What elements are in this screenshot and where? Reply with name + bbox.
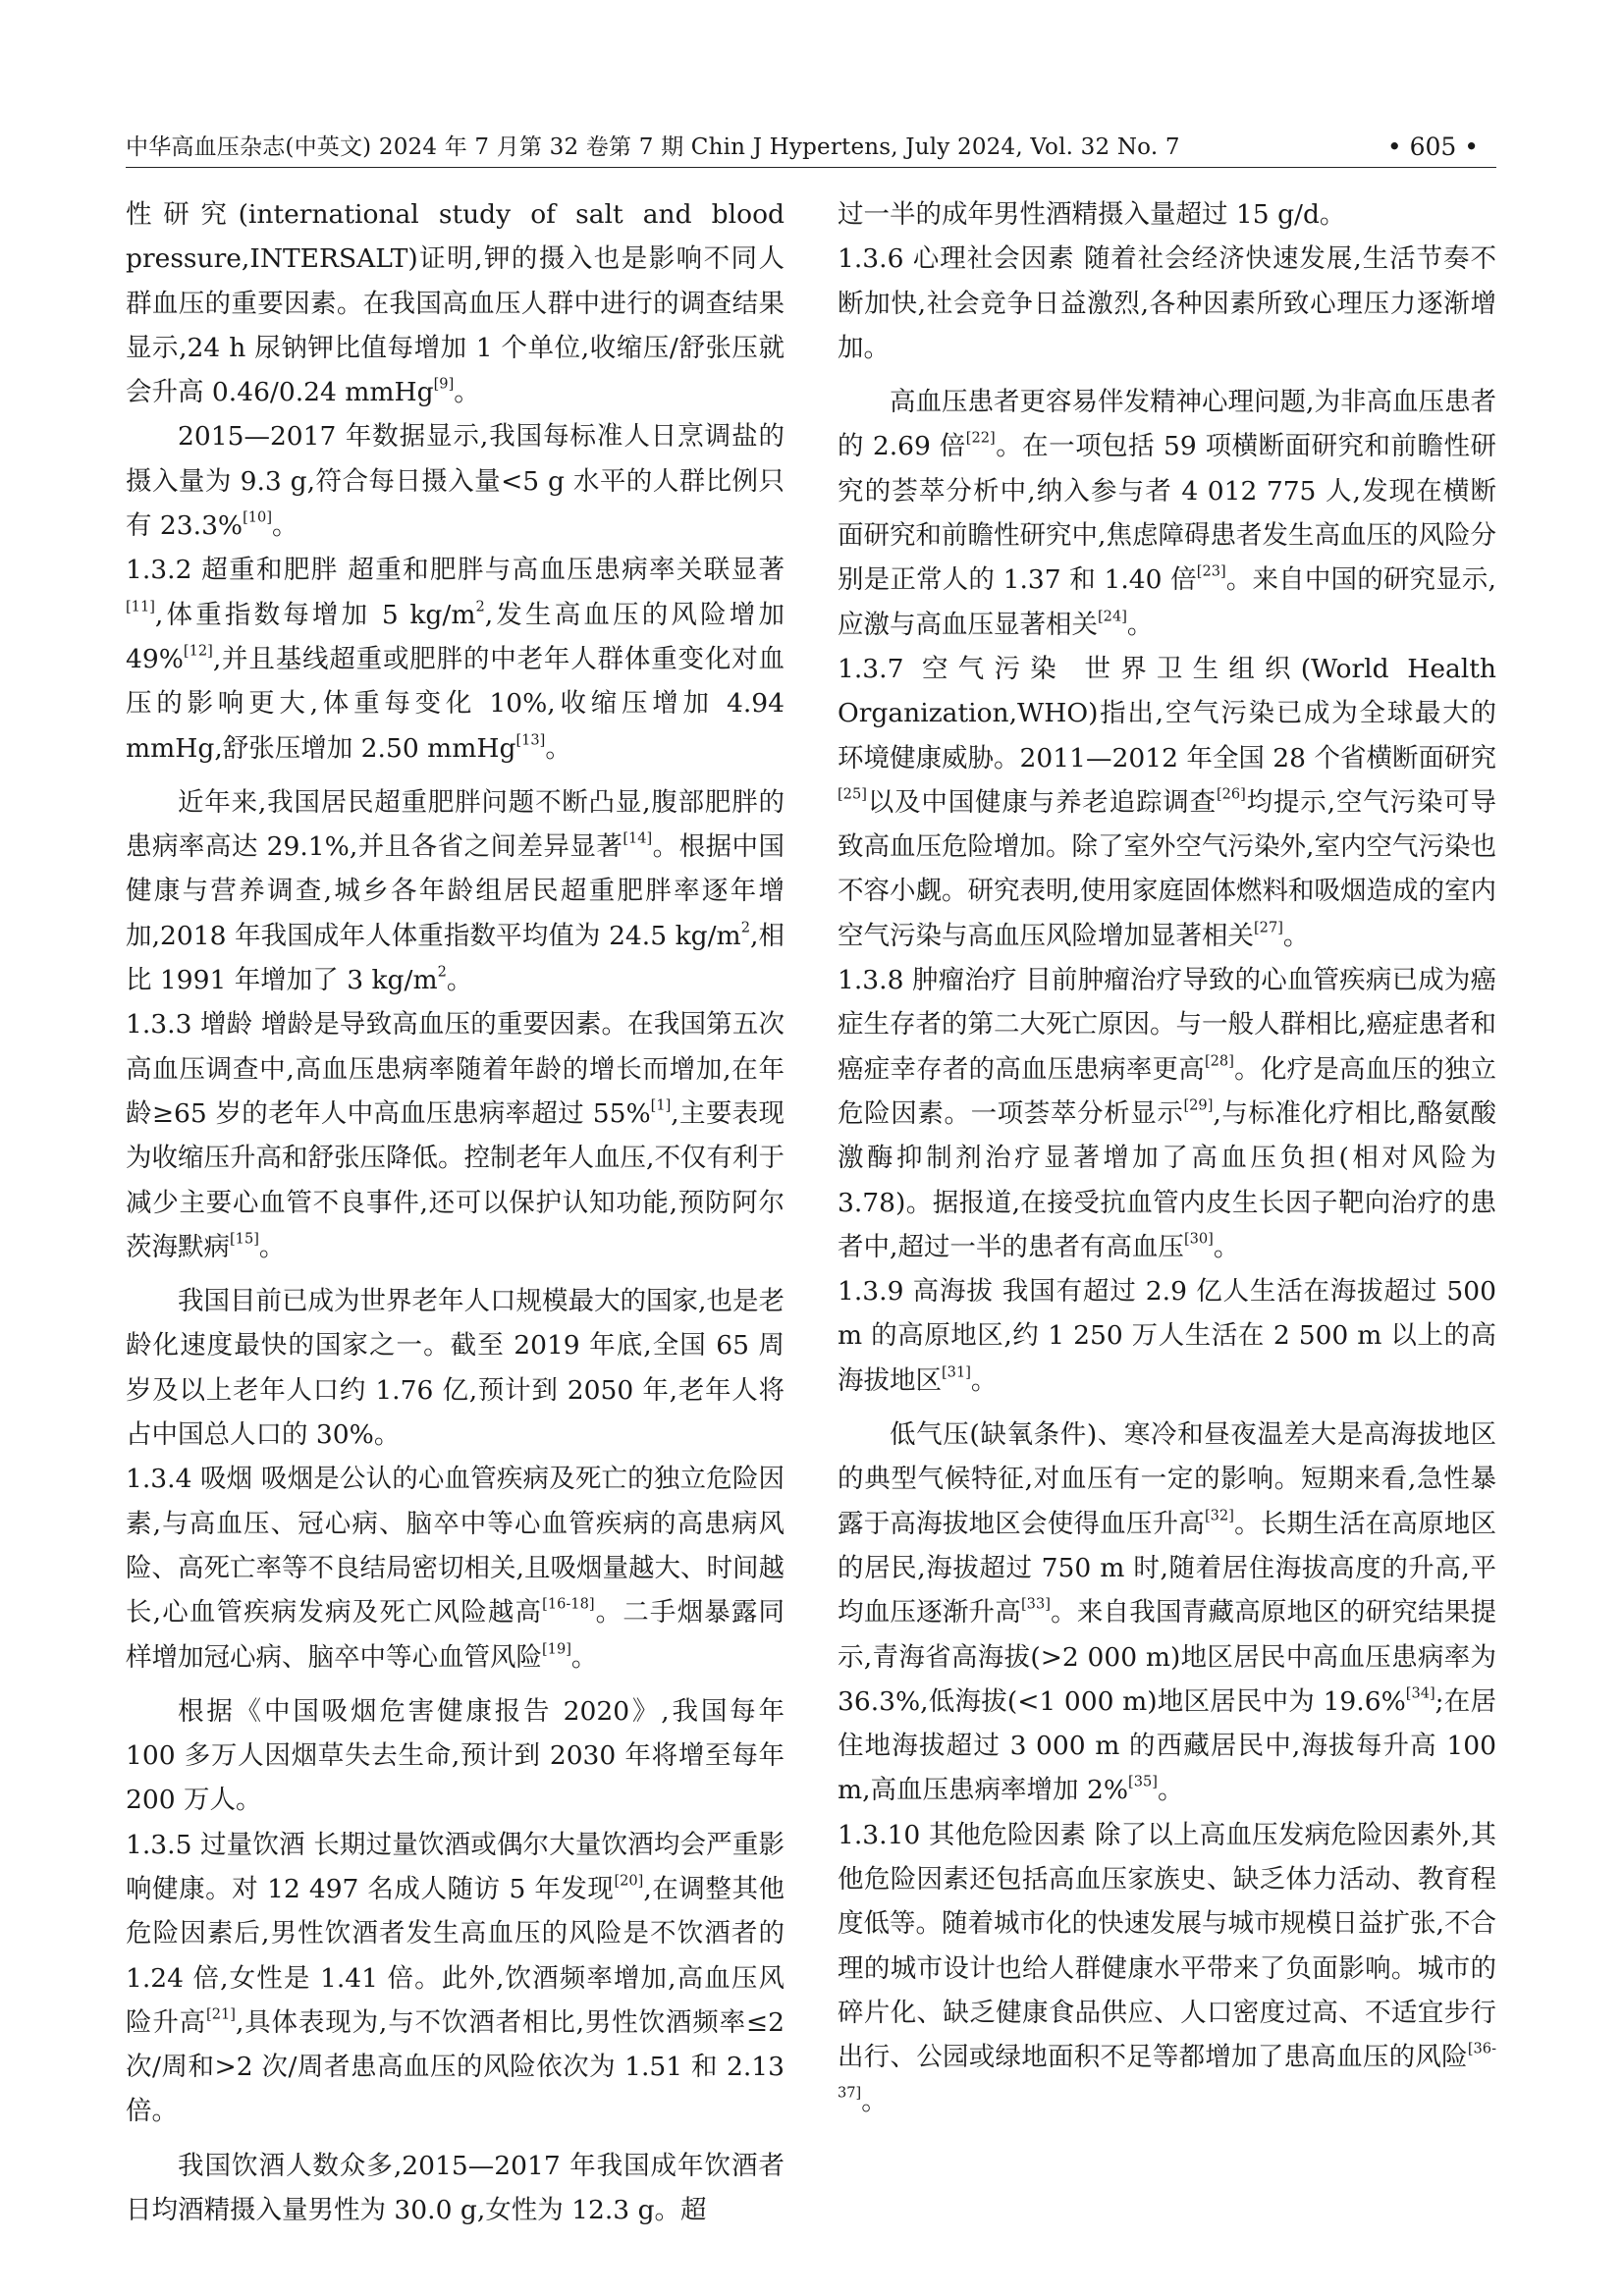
citation-ref: [19]: [542, 1640, 571, 1658]
text: 过一半的成年男性酒精摄入量超过 15 g/d。: [838, 199, 1346, 230]
citation-ref: [34]: [1405, 1684, 1435, 1702]
text: 。长期生活在高原地区的居民,海拔超过 750 m 时,随着居住海拔高度的升高,平均血压逐渐升高: [838, 1508, 1497, 1629]
text: 。来自我国青藏高原地区的研究结果提示,青海省高海拔(>2 000 m)地区居民中高血压患病率为 36.3%,低海拔(<1 000 m)地区居民中为 19.6%: [838, 1597, 1497, 1717]
citation-ref: [29]: [1183, 1096, 1214, 1114]
text: 。: [258, 1231, 286, 1262]
citation-ref: [28]: [1204, 1052, 1234, 1070]
text: 1.3.8 肿瘤治疗 目前肿瘤治疗导致的心血管疾病已成为癌症生存者的第二大死亡原因。与一般人群相比,癌症患者和癌症幸存者的高血压患病率更高: [838, 965, 1496, 1085]
text: ,并且基线超重或肥胖的中老年人群体重变化对血压的影响更大,体重每变化 10%,收缩压增加 4.94 mmHg,舒张压增加 2.50 mmHg: [126, 643, 785, 764]
paragraph-drinking-population: [126, 2144, 785, 2233]
citation-ref: [12]: [183, 642, 213, 660]
text: 。: [446, 965, 473, 996]
text: 我国饮酒人数众多,2015—2017 年我国成年饮酒者日均酒精摄入量男性为 30.0 g,女性为 12.3 g。超: [126, 2150, 785, 2226]
right-column: [838, 192, 1496, 2124]
text: ,发生高血压的风险增加 49%: [126, 599, 785, 674]
citation-ref: [24]: [1098, 608, 1127, 625]
text: 。在一项包括 59 项横断面研究和前瞻性研究的荟萃分析中,纳入参与者 4 012 775 人,发现在横断面研究和前瞻性研究中,焦虑障碍患者发生高血压的风险分别是正常人的 1.37 和 1.40 倍: [838, 431, 1496, 596]
running-header: [126, 128, 1496, 168]
text: 1.3.2 超重和肥胖 超重和肥胖与高血压患病率关联显著: [126, 555, 785, 586]
section-1-3-8-cancer-treatment: [838, 958, 1496, 1269]
section-1-3-3-aging: [126, 1002, 785, 1269]
text: 。: [1282, 920, 1310, 951]
journal-citation: 中华高血压杂志(中英文) 2024 年 7 月第 32 卷第 7 期 Chin J Hypertens, July 2024, Vol. 32 No. 7: [126, 134, 1180, 160]
text: ,体重指数每增加 5 kg/m: [154, 599, 476, 630]
citation-ref: [27]: [1254, 919, 1283, 936]
citation-ref: [11]: [126, 598, 155, 615]
citation-ref: [36-37]: [838, 2040, 1496, 2103]
text: 1.3.4 吸烟 吸烟是公认的心血管疾病及死亡的独立危险因素,与高血压、冠心病、脑卒中等心血管疾病的高患病风险、高死亡率等不良结局密切相关,且吸烟量越大、时间越长,心血管疾病发病及死亡风险越高: [126, 1464, 785, 1629]
left-column: [126, 192, 785, 2232]
text: ;在居住地海拔超过 3 000 m 的西藏居民中,海拔每升高 100 m,高血压患病率增加 2%: [838, 1685, 1496, 1806]
paragraph-intersalt: [126, 192, 785, 414]
paragraph-tobacco-report: [126, 1689, 785, 1823]
paragraph-aging-population: [126, 1279, 785, 1457]
citation-ref: [23]: [1196, 563, 1226, 580]
text: 2015—2017 年数据显示,我国每标准人日烹调盐的摄入量为 9.3 g,符合每日摄入量<5 g 水平的人群比例只有 23.3%: [126, 421, 785, 542]
unit-superscript: 2: [475, 598, 485, 615]
text: 。: [861, 2086, 888, 2117]
text: 。根据中国健康与营养调查,城乡各年龄组居民超重肥胖率逐年增加,2018 年我国成年人体重指数平均值为 24.5 kg/m: [126, 831, 785, 951]
citation-ref: [15]: [230, 1230, 259, 1248]
text: 1.3.10 其他危险因素 除了以上高血压发病危险因素外,其他危险因素还包括高血压家族史、缺乏体力活动、教育程度低等。随着城市化的快速发展与城市规模日益扩张,不合理的城市设计也给人群健康水平带来了负面影响。城市的碎片化、缺乏健康食品供应、人口密度过高、不适宜步行出行、公园或绿地面积不足等都增加了患高血压的风险: [838, 1819, 1496, 2073]
citation-ref: [26]: [1216, 785, 1246, 803]
citation-ref: [21]: [206, 2005, 236, 2023]
citation-ref: [20]: [614, 1872, 644, 1890]
section-1-3-6-psychosocial: [838, 237, 1496, 370]
text: 。: [1157, 1775, 1184, 1806]
citation-ref: [13]: [515, 731, 546, 749]
citation-ref: [9]: [433, 375, 455, 393]
paragraph-mental-health: [838, 380, 1496, 647]
text: 1.3.9 高海拔 我国有超过 2.9 亿人生活在海拔超过 500 m 的高原地区,约 1 250 万人生活在 2 500 m 以上的高海拔地区: [838, 1276, 1496, 1396]
text: 。: [454, 377, 480, 408]
paragraph-alcohol-continued: [838, 192, 1496, 237]
citation-ref: [35]: [1128, 1774, 1158, 1791]
unit-superscript: 2: [437, 963, 447, 981]
text: 。: [545, 732, 571, 764]
citation-ref: [33]: [1021, 1595, 1051, 1613]
text: 。: [272, 510, 298, 542]
section-1-3-5-alcohol: [126, 1823, 785, 2134]
paragraph-salt-intake: [126, 414, 785, 548]
citation-ref: [30]: [1183, 1230, 1214, 1248]
citation-ref: [10]: [243, 508, 273, 526]
citation-ref: [22]: [965, 430, 996, 448]
text: 近年来,我国居民超重肥胖问题不断凸显,腹部肥胖的患病率高达 29.1%,并且各省之间差异显著: [126, 786, 785, 863]
section-1-3-2-overweight: [126, 548, 785, 770]
text: 我国目前已成为世界老年人口规模最大的国家,也是老龄化速度最快的国家之一。截至 2019 年底,全国 65 周岁及以上老年人口约 1.76 亿,预计到 2050 年,老年人将占中国总人口的 30%。: [126, 1286, 785, 1451]
section-1-3-10-other-risks: [838, 1813, 1496, 2124]
section-1-3-7-air-pollution: [838, 647, 1496, 958]
paragraph-altitude-climate: [838, 1413, 1496, 1813]
citation-ref: [32]: [1204, 1507, 1234, 1524]
text: 。化疗是高血压的独立危险因素。一项荟萃分析显示: [838, 1053, 1497, 1129]
unit-superscript: 2: [740, 919, 750, 936]
text: 。来自中国的研究显示,应激与高血压显著相关: [838, 564, 1496, 640]
text: 1.3.6 心理社会因素 随着社会经济快速发展,生活节奏不断加快,社会竞争日益激烈,各种因素所致心理压力逐渐增加。: [838, 243, 1496, 363]
text: 。: [570, 1641, 598, 1673]
paragraph-obesity-trend: [126, 780, 785, 1002]
citation-ref: [25]: [838, 785, 867, 803]
section-1-3-9-high-altitude: [838, 1269, 1496, 1403]
text: 1.3.5 过量饮酒 长期过量饮酒或偶尔大量饮酒均会严重影响健康。对 12 497 名成人随访 5 年发现: [126, 1829, 785, 1904]
text: 1.3.3 增龄 增龄是导致高血压的重要因素。在我国第五次高血压调查中,高血压患病率随着年龄的增长而增加,在年龄≥65 岁的老年人中高血压患病率超过 55%: [126, 1009, 785, 1129]
text: 低气压(缺氧条件)、寒冷和昼夜温差大是高海拔地区的典型气候特征,对血压有一定的影响。短期来看,急性暴露于高海拔地区会使得血压升高: [838, 1419, 1496, 1539]
text: 根据《中国吸烟危害健康报告 2020》,我国每年 100 多万人因烟草失去生命,预计到 2030 年将增至每年 200 万人。: [126, 1695, 785, 1816]
citation-ref: [1]: [650, 1096, 672, 1114]
text: 。: [1213, 1231, 1240, 1262]
text: 1.3.7 空气污染 世界卫生组织(World Health Organization,WHO)指出,空气污染已成为全球最大的环境健康威胁。2011—2012 年全国 28 个省横断面研究: [838, 653, 1496, 774]
text: 。: [970, 1364, 998, 1396]
text: 高血压患者更容易伴发精神心理问题,为非高血压患者的 2.69 倍: [838, 387, 1496, 462]
text: ,具体表现为,与不饮酒者相比,男性饮酒频率≤2 次/周和>2 次/周者患高血压的风险依次为 1.51 和 2.13 倍。: [126, 2006, 785, 2127]
text: ,相比 1991 年增加了 3 kg/m: [126, 920, 785, 996]
section-1-3-4-smoking: [126, 1457, 785, 1679]
citation-ref: [16-18]: [542, 1595, 595, 1613]
text: 。二手烟暴露同样增加冠心病、脑卒中等心血管风险: [126, 1597, 785, 1673]
citation-ref: [31]: [942, 1363, 971, 1381]
text: 性研究(international study of salt and blood pressure,INTERSALT)证明,钾的摄入也是影响不同人群血压的重要因素。在我国高血压人群中进行的调查结果显示,24 h 尿钠钾比值每增加 1 个单位,收缩压/舒张压就会升高 0.46/0.24 mmHg: [126, 199, 785, 408]
text: 以及中国健康与养老追踪调查: [866, 786, 1217, 818]
citation-ref: [14]: [623, 829, 653, 847]
text: ,主要表现为收缩压升高和舒张压降低。控制老年人血压,不仅有利于减少主要心血管不良事件,还可以保护认知功能,预防阿尔茨海默病: [126, 1097, 785, 1262]
text: 。: [1126, 609, 1154, 640]
page-number: • 605 •: [1386, 133, 1479, 161]
text: ,与标准化疗相比,酪氨酸激酶抑制剂治疗显著增加了高血压负担(相对风险为 3.78)。据报道,在接受抗血管内皮生长因子靶向治疗的患者中,超过一半的患者有高血压: [838, 1097, 1496, 1262]
text: 均提示,空气污染可导致高血压危险增加。除了室外空气污染外,室内空气污染也不容小觑。研究表明,使用家庭固体燃料和吸烟造成的室内空气污染与高血压风险增加显著相关: [838, 786, 1496, 951]
text: ,在调整其他危险因素后,男性饮酒者发生高血压的风险是不饮酒者的 1.24 倍,女性是 1.41 倍。此外,饮酒频率增加,高血压风险升高: [126, 1873, 785, 2038]
